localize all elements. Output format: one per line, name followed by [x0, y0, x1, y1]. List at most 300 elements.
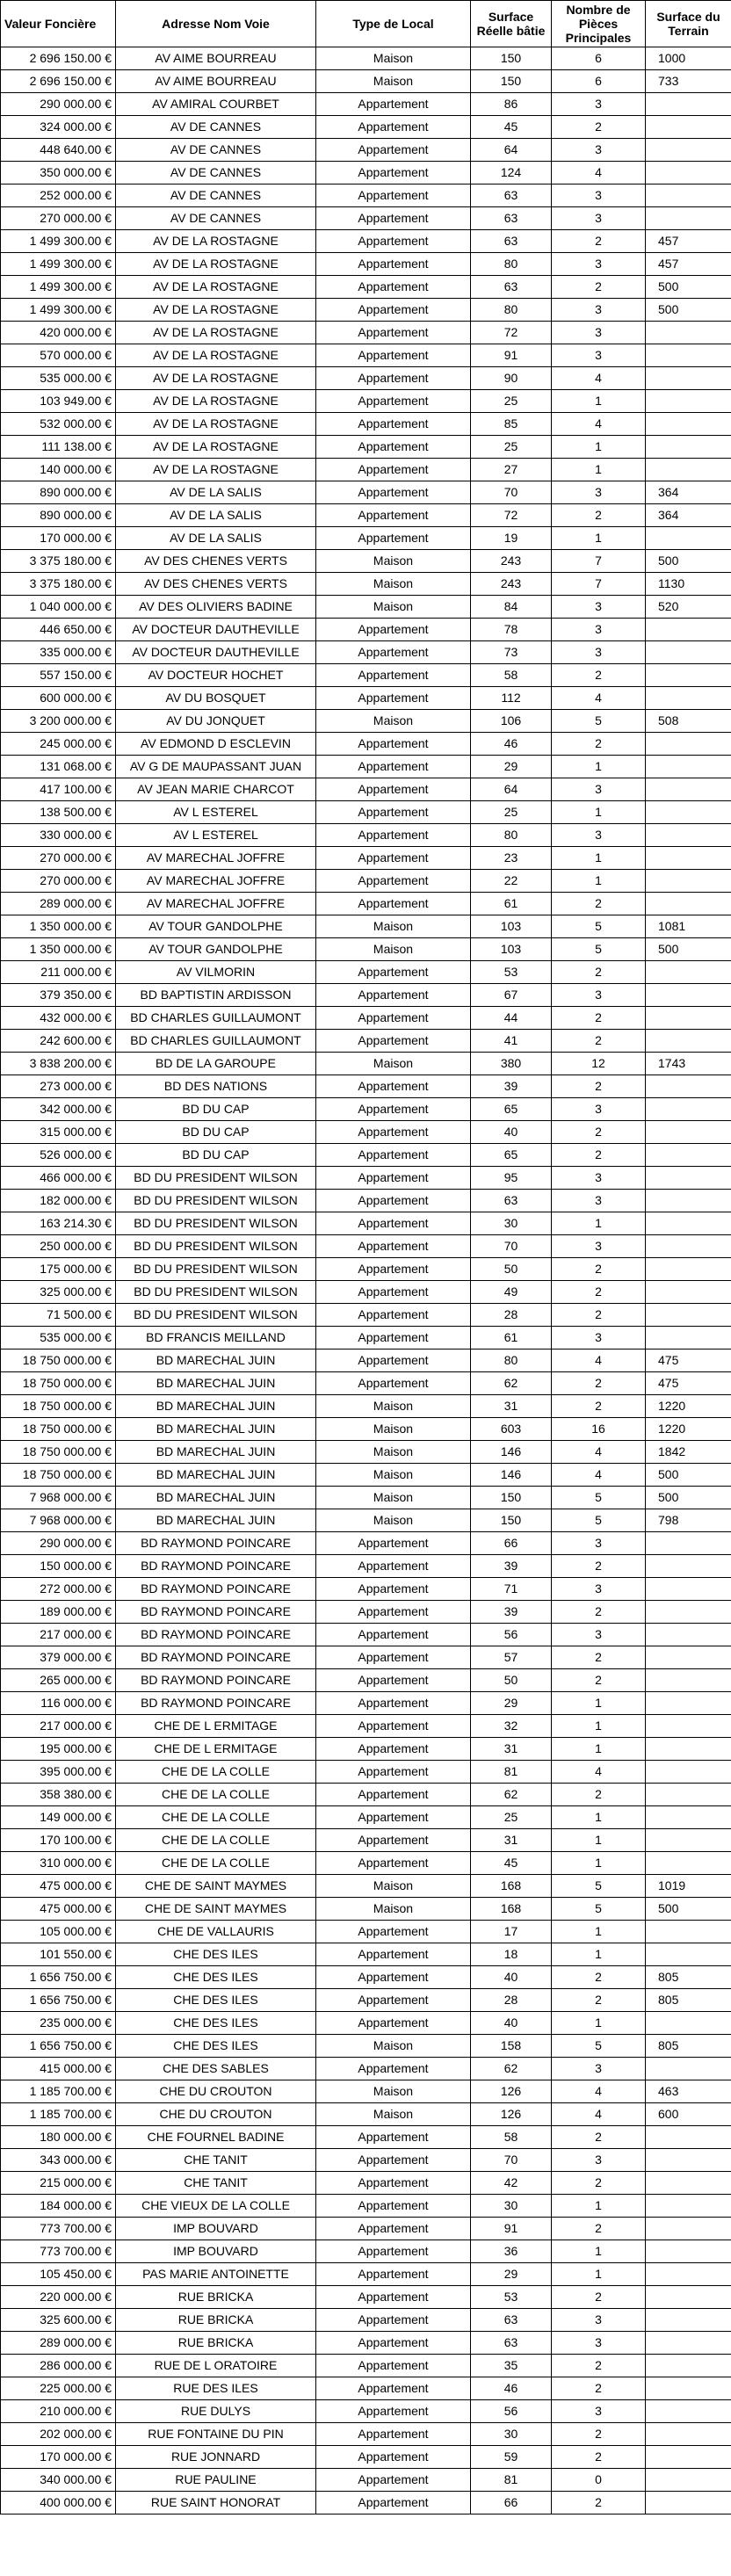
cell-type-local: Maison — [316, 1441, 471, 1464]
cell-adresse: BD FRANCIS MEILLAND — [116, 1327, 316, 1350]
cell-adresse: CHE DU CROUTON — [116, 2080, 316, 2103]
table-row — [1, 1464, 731, 1487]
cell-surface-batie: 146 — [471, 1441, 552, 1464]
cell-surface-terrain — [646, 2058, 731, 2080]
cell-surface-terrain — [646, 756, 731, 778]
cell-valeur-fonciere: 111 138.00 € — [1, 436, 116, 459]
cell-surface-batie: 63 — [471, 185, 552, 207]
table-row — [1, 2080, 731, 2103]
cell-valeur-fonciere: 170 000.00 € — [1, 527, 116, 550]
cell-adresse: BD RAYMOND POINCARE — [116, 1646, 316, 1669]
table-row — [1, 139, 731, 162]
cell-surface-terrain: 798 — [646, 1509, 731, 1532]
cell-type-local: Appartement — [316, 847, 471, 870]
cell-type-local: Maison — [316, 1509, 471, 1532]
cell-surface-batie: 50 — [471, 1258, 552, 1281]
cell-type-local: Maison — [316, 1053, 471, 1075]
table-row — [1, 801, 731, 824]
cell-adresse: BD DES NATIONS — [116, 1075, 316, 1098]
cell-valeur-fonciere: 1 656 750.00 € — [1, 1966, 116, 1989]
cell-adresse: AV DE CANNES — [116, 116, 316, 139]
cell-type-local: Appartement — [316, 230, 471, 253]
cell-surface-terrain: 364 — [646, 504, 731, 527]
table-row — [1, 1578, 731, 1601]
cell-adresse: CHE DE LA COLLE — [116, 1852, 316, 1875]
cell-type-local: Appartement — [316, 1715, 471, 1738]
cell-surface-terrain — [646, 1601, 731, 1624]
cell-type-local: Appartement — [316, 2240, 471, 2263]
cell-surface-terrain — [646, 185, 731, 207]
cell-adresse: AV DE LA SALIS — [116, 527, 316, 550]
cell-surface-terrain: 463 — [646, 2080, 731, 2103]
cell-valeur-fonciere: 3 838 200.00 € — [1, 1053, 116, 1075]
cell-valeur-fonciere: 324 000.00 € — [1, 116, 116, 139]
cell-surface-batie: 46 — [471, 2377, 552, 2400]
cell-valeur-fonciere: 535 000.00 € — [1, 367, 116, 390]
cell-surface-terrain — [646, 1806, 731, 1829]
table-row — [1, 893, 731, 915]
cell-valeur-fonciere: 235 000.00 € — [1, 2012, 116, 2035]
cell-adresse: RUE FONTAINE DU PIN — [116, 2423, 316, 2446]
table-row — [1, 1167, 731, 1190]
cell-adresse: CHE DES SABLES — [116, 2058, 316, 2080]
cell-type-local: Appartement — [316, 2492, 471, 2514]
cell-valeur-fonciere: 310 000.00 € — [1, 1852, 116, 1875]
table-row — [1, 619, 731, 641]
cell-nombre-pieces: 3 — [552, 253, 646, 276]
cell-valeur-fonciere: 890 000.00 € — [1, 481, 116, 504]
cell-nombre-pieces: 16 — [552, 1418, 646, 1441]
cell-nombre-pieces: 2 — [552, 1966, 646, 1989]
cell-type-local: Appartement — [316, 504, 471, 527]
cell-surface-terrain: 805 — [646, 1966, 731, 1989]
cell-surface-terrain — [646, 1167, 731, 1190]
cell-valeur-fonciere: 1 185 700.00 € — [1, 2103, 116, 2126]
cell-adresse: CHE DE LA COLLE — [116, 1806, 316, 1829]
table-row — [1, 299, 731, 322]
cell-surface-terrain — [646, 1121, 731, 1144]
cell-surface-batie: 27 — [471, 459, 552, 481]
cell-surface-batie: 62 — [471, 2058, 552, 2080]
cell-surface-batie: 59 — [471, 2446, 552, 2469]
table-row — [1, 1669, 731, 1692]
table-row — [1, 1989, 731, 2012]
cell-surface-batie: 65 — [471, 1144, 552, 1167]
cell-valeur-fonciere: 270 000.00 € — [1, 207, 116, 230]
cell-adresse: AV L ESTEREL — [116, 801, 316, 824]
cell-type-local: Appartement — [316, 1669, 471, 1692]
cell-nombre-pieces: 3 — [552, 1167, 646, 1190]
cell-nombre-pieces: 4 — [552, 2080, 646, 2103]
cell-type-local: Appartement — [316, 162, 471, 185]
cell-type-local: Appartement — [316, 139, 471, 162]
cell-surface-batie: 30 — [471, 1212, 552, 1235]
cell-surface-terrain — [646, 116, 731, 139]
cell-surface-terrain: 500 — [646, 1487, 731, 1509]
cell-valeur-fonciere: 140 000.00 € — [1, 459, 116, 481]
cell-adresse: AV DE LA ROSTAGNE — [116, 459, 316, 481]
cell-valeur-fonciere: 18 750 000.00 € — [1, 1441, 116, 1464]
cell-type-local: Appartement — [316, 1738, 471, 1761]
cell-surface-terrain: 1081 — [646, 915, 731, 938]
cell-adresse: RUE BRICKA — [116, 2309, 316, 2332]
cell-surface-terrain — [646, 2012, 731, 2035]
cell-adresse: BD DU CAP — [116, 1121, 316, 1144]
cell-valeur-fonciere: 215 000.00 € — [1, 2172, 116, 2195]
cell-surface-batie: 103 — [471, 938, 552, 961]
cell-valeur-fonciere: 475 000.00 € — [1, 1898, 116, 1921]
cell-surface-batie: 25 — [471, 390, 552, 413]
cell-type-local: Appartement — [316, 2195, 471, 2218]
cell-valeur-fonciere: 105 000.00 € — [1, 1921, 116, 1943]
cell-surface-terrain: 475 — [646, 1350, 731, 1372]
cell-type-local: Appartement — [316, 733, 471, 756]
cell-surface-batie: 63 — [471, 276, 552, 299]
cell-surface-terrain: 475 — [646, 1372, 731, 1395]
cell-surface-batie: 86 — [471, 93, 552, 116]
cell-valeur-fonciere: 773 700.00 € — [1, 2240, 116, 2263]
cell-nombre-pieces: 1 — [552, 1738, 646, 1761]
cell-surface-terrain — [646, 961, 731, 984]
cell-type-local: Appartement — [316, 2309, 471, 2332]
table-row — [1, 93, 731, 116]
cell-surface-batie: 150 — [471, 1487, 552, 1509]
cell-type-local: Appartement — [316, 2377, 471, 2400]
cell-surface-terrain — [646, 1761, 731, 1784]
cell-surface-batie: 49 — [471, 1281, 552, 1304]
cell-surface-batie: 36 — [471, 2240, 552, 2263]
table-row — [1, 413, 731, 436]
cell-surface-batie: 243 — [471, 573, 552, 596]
cell-nombre-pieces: 3 — [552, 641, 646, 664]
cell-type-local: Appartement — [316, 459, 471, 481]
cell-nombre-pieces: 2 — [552, 1075, 646, 1098]
cell-adresse: BD DU PRESIDENT WILSON — [116, 1235, 316, 1258]
cell-nombre-pieces: 2 — [552, 733, 646, 756]
cell-surface-batie: 39 — [471, 1075, 552, 1098]
table-row — [1, 2332, 731, 2355]
cell-valeur-fonciere: 343 000.00 € — [1, 2149, 116, 2172]
cell-surface-terrain — [646, 139, 731, 162]
cell-surface-batie: 29 — [471, 756, 552, 778]
cell-surface-batie: 80 — [471, 1350, 552, 1372]
cell-surface-terrain: 457 — [646, 230, 731, 253]
cell-type-local: Maison — [316, 938, 471, 961]
table-row — [1, 2469, 731, 2492]
cell-surface-batie: 70 — [471, 481, 552, 504]
cell-surface-batie: 72 — [471, 322, 552, 344]
table-row — [1, 573, 731, 596]
cell-adresse: BD MARECHAL JUIN — [116, 1487, 316, 1509]
cell-surface-terrain — [646, 1007, 731, 1030]
cell-valeur-fonciere: 217 000.00 € — [1, 1715, 116, 1738]
table-row — [1, 2263, 731, 2286]
cell-surface-terrain — [646, 1075, 731, 1098]
table-row — [1, 1350, 731, 1372]
cell-surface-batie: 103 — [471, 915, 552, 938]
cell-surface-batie: 168 — [471, 1898, 552, 1921]
cell-surface-batie: 150 — [471, 70, 552, 93]
cell-valeur-fonciere: 1 499 300.00 € — [1, 299, 116, 322]
cell-surface-terrain — [646, 2172, 731, 2195]
cell-surface-terrain — [646, 2492, 731, 2514]
cell-surface-batie: 62 — [471, 1784, 552, 1806]
cell-surface-batie: 18 — [471, 1943, 552, 1966]
cell-adresse: CHE FOURNEL BADINE — [116, 2126, 316, 2149]
cell-type-local: Appartement — [316, 756, 471, 778]
cell-surface-terrain — [646, 2469, 731, 2492]
cell-surface-terrain: 364 — [646, 481, 731, 504]
cell-nombre-pieces: 3 — [552, 344, 646, 367]
cell-type-local: Appartement — [316, 1761, 471, 1784]
cell-nombre-pieces: 1 — [552, 1943, 646, 1966]
cell-surface-terrain — [646, 1304, 731, 1327]
cell-surface-batie: 57 — [471, 1646, 552, 1669]
cell-surface-terrain: 500 — [646, 550, 731, 573]
cell-surface-terrain: 457 — [646, 253, 731, 276]
cell-adresse: BD CHARLES GUILLAUMONT — [116, 1030, 316, 1053]
cell-type-local: Appartement — [316, 1578, 471, 1601]
cell-nombre-pieces: 2 — [552, 2286, 646, 2309]
cell-surface-terrain: 500 — [646, 276, 731, 299]
cell-nombre-pieces: 2 — [552, 504, 646, 527]
cell-adresse: BD DE LA GAROUPE — [116, 1053, 316, 1075]
cell-type-local: Appartement — [316, 1989, 471, 2012]
cell-nombre-pieces: 0 — [552, 2469, 646, 2492]
cell-type-local: Appartement — [316, 2355, 471, 2377]
cell-valeur-fonciere: 18 750 000.00 € — [1, 1395, 116, 1418]
cell-adresse: BD DU PRESIDENT WILSON — [116, 1304, 316, 1327]
cell-adresse: RUE DULYS — [116, 2400, 316, 2423]
cell-surface-batie: 126 — [471, 2080, 552, 2103]
cell-surface-batie: 50 — [471, 1669, 552, 1692]
cell-type-local: Appartement — [316, 1784, 471, 1806]
cell-surface-batie: 603 — [471, 1418, 552, 1441]
table-row — [1, 1053, 731, 1075]
cell-surface-terrain — [646, 1646, 731, 1669]
cell-adresse: BD MARECHAL JUIN — [116, 1418, 316, 1441]
cell-type-local: Appartement — [316, 1167, 471, 1190]
table-row — [1, 322, 731, 344]
cell-valeur-fonciere: 195 000.00 € — [1, 1738, 116, 1761]
cell-nombre-pieces: 3 — [552, 2149, 646, 2172]
cell-type-local: Appartement — [316, 2332, 471, 2355]
cell-adresse: AV DE LA ROSTAGNE — [116, 299, 316, 322]
cell-valeur-fonciere: 1 185 700.00 € — [1, 2080, 116, 2103]
cell-nombre-pieces: 5 — [552, 938, 646, 961]
cell-adresse: AV DE LA ROSTAGNE — [116, 367, 316, 390]
cell-surface-terrain — [646, 1669, 731, 1692]
cell-adresse: BD DU PRESIDENT WILSON — [116, 1281, 316, 1304]
cell-adresse: RUE JONNARD — [116, 2446, 316, 2469]
cell-adresse: CHE DE SAINT MAYMES — [116, 1898, 316, 1921]
table-row — [1, 1487, 731, 1509]
cell-type-local: Appartement — [316, 1190, 471, 1212]
cell-surface-batie: 146 — [471, 1464, 552, 1487]
cell-valeur-fonciere: 890 000.00 € — [1, 504, 116, 527]
cell-adresse: CHE DE LA COLLE — [116, 1761, 316, 1784]
cell-nombre-pieces: 5 — [552, 1509, 646, 1532]
table-row — [1, 2446, 731, 2469]
cell-valeur-fonciere: 335 000.00 € — [1, 641, 116, 664]
table-row — [1, 504, 731, 527]
table-row — [1, 1966, 731, 1989]
cell-surface-batie: 29 — [471, 2263, 552, 2286]
cell-valeur-fonciere: 184 000.00 € — [1, 2195, 116, 2218]
cell-adresse: BD DU PRESIDENT WILSON — [116, 1258, 316, 1281]
cell-surface-terrain — [646, 870, 731, 893]
cell-surface-batie: 39 — [471, 1555, 552, 1578]
cell-type-local: Maison — [316, 2080, 471, 2103]
cell-nombre-pieces: 1 — [552, 436, 646, 459]
cell-valeur-fonciere: 273 000.00 € — [1, 1075, 116, 1098]
cell-adresse: AV MARECHAL JOFFRE — [116, 870, 316, 893]
cell-valeur-fonciere: 417 100.00 € — [1, 778, 116, 801]
table-row — [1, 2172, 731, 2195]
cell-nombre-pieces: 1 — [552, 1692, 646, 1715]
cell-adresse: AV AIME BOURREAU — [116, 47, 316, 70]
cell-adresse: CHE DES ILES — [116, 2012, 316, 2035]
cell-type-local: Appartement — [316, 2149, 471, 2172]
cell-valeur-fonciere: 330 000.00 € — [1, 824, 116, 847]
cell-valeur-fonciere: 225 000.00 € — [1, 2377, 116, 2400]
cell-valeur-fonciere: 163 214.30 € — [1, 1212, 116, 1235]
table-row — [1, 1509, 731, 1532]
table-row — [1, 550, 731, 573]
cell-valeur-fonciere: 202 000.00 € — [1, 2423, 116, 2446]
cell-surface-terrain: 1220 — [646, 1418, 731, 1441]
cell-adresse: BD RAYMOND POINCARE — [116, 1692, 316, 1715]
cell-valeur-fonciere: 18 750 000.00 € — [1, 1464, 116, 1487]
cell-type-local: Appartement — [316, 2218, 471, 2240]
cell-valeur-fonciere: 18 750 000.00 € — [1, 1418, 116, 1441]
cell-adresse: AV DE LA ROSTAGNE — [116, 344, 316, 367]
table-row — [1, 1418, 731, 1441]
cell-nombre-pieces: 3 — [552, 1624, 646, 1646]
cell-valeur-fonciere: 420 000.00 € — [1, 322, 116, 344]
cell-type-local: Maison — [316, 2103, 471, 2126]
cell-surface-batie: 29 — [471, 1692, 552, 1715]
cell-valeur-fonciere: 18 750 000.00 € — [1, 1350, 116, 1372]
cell-valeur-fonciere: 170 100.00 € — [1, 1829, 116, 1852]
cell-surface-batie: 90 — [471, 367, 552, 390]
cell-type-local: Appartement — [316, 1281, 471, 1304]
table-row — [1, 390, 731, 413]
cell-type-local: Appartement — [316, 1966, 471, 1989]
table-row — [1, 276, 731, 299]
cell-surface-batie: 106 — [471, 710, 552, 733]
table-row — [1, 2492, 731, 2514]
cell-nombre-pieces: 1 — [552, 1806, 646, 1829]
cell-type-local: Appartement — [316, 1829, 471, 1852]
cell-valeur-fonciere: 116 000.00 € — [1, 1692, 116, 1715]
cell-nombre-pieces: 5 — [552, 1898, 646, 1921]
table-row — [1, 1898, 731, 1921]
cell-valeur-fonciere: 289 000.00 € — [1, 2332, 116, 2355]
header-surface-du-terrain: Surface du Terrain — [646, 1, 731, 47]
cell-surface-terrain — [646, 2240, 731, 2263]
cell-surface-batie: 46 — [471, 733, 552, 756]
cell-valeur-fonciere: 131 068.00 € — [1, 756, 116, 778]
table-row — [1, 641, 731, 664]
header-nombre-de-pieces: Nombre de Pièces Principales — [552, 1, 646, 47]
cell-valeur-fonciere: 149 000.00 € — [1, 1806, 116, 1829]
cell-nombre-pieces: 2 — [552, 2377, 646, 2400]
cell-valeur-fonciere: 175 000.00 € — [1, 1258, 116, 1281]
table-row — [1, 1212, 731, 1235]
cell-surface-batie: 380 — [471, 1053, 552, 1075]
cell-valeur-fonciere: 570 000.00 € — [1, 344, 116, 367]
cell-surface-terrain — [646, 1852, 731, 1875]
cell-nombre-pieces: 6 — [552, 47, 646, 70]
cell-adresse: AV DE CANNES — [116, 207, 316, 230]
cell-nombre-pieces: 1 — [552, 2240, 646, 2263]
cell-nombre-pieces: 1 — [552, 2263, 646, 2286]
cell-surface-batie: 64 — [471, 778, 552, 801]
table-row — [1, 527, 731, 550]
cell-type-local: Appartement — [316, 664, 471, 687]
cell-type-local: Appartement — [316, 185, 471, 207]
cell-adresse: AV DE LA ROSTAGNE — [116, 390, 316, 413]
cell-valeur-fonciere: 180 000.00 € — [1, 2126, 116, 2149]
cell-adresse: AV DE LA SALIS — [116, 504, 316, 527]
table-row — [1, 1601, 731, 1624]
cell-surface-terrain — [646, 1784, 731, 1806]
cell-adresse: BD MARECHAL JUIN — [116, 1464, 316, 1487]
cell-surface-batie: 53 — [471, 961, 552, 984]
table-row — [1, 230, 731, 253]
cell-nombre-pieces: 3 — [552, 596, 646, 619]
table-row — [1, 1372, 731, 1395]
header-valeur-fonciere: Valeur Foncière — [1, 1, 116, 47]
cell-nombre-pieces: 3 — [552, 2309, 646, 2332]
cell-surface-terrain: 1019 — [646, 1875, 731, 1898]
cell-surface-terrain: 1743 — [646, 1053, 731, 1075]
cell-surface-batie: 22 — [471, 870, 552, 893]
cell-surface-terrain — [646, 733, 731, 756]
cell-nombre-pieces: 2 — [552, 1372, 646, 1395]
cell-nombre-pieces: 2 — [552, 1121, 646, 1144]
cell-nombre-pieces: 1 — [552, 1715, 646, 1738]
cell-nombre-pieces: 5 — [552, 1487, 646, 1509]
cell-surface-batie: 81 — [471, 2469, 552, 2492]
cell-type-local: Maison — [316, 1418, 471, 1441]
table-row — [1, 2103, 731, 2126]
cell-surface-terrain: 508 — [646, 710, 731, 733]
cell-type-local: Appartement — [316, 527, 471, 550]
cell-type-local: Appartement — [316, 116, 471, 139]
cell-surface-batie: 25 — [471, 801, 552, 824]
cell-nombre-pieces: 1 — [552, 2195, 646, 2218]
cell-surface-batie: 30 — [471, 2423, 552, 2446]
cell-adresse: AV DOCTEUR DAUTHEVILLE — [116, 619, 316, 641]
cell-nombre-pieces: 2 — [552, 893, 646, 915]
cell-nombre-pieces: 4 — [552, 367, 646, 390]
table-row — [1, 367, 731, 390]
table-row — [1, 2035, 731, 2058]
cell-type-local: Appartement — [316, 1555, 471, 1578]
cell-valeur-fonciere: 3 200 000.00 € — [1, 710, 116, 733]
cell-valeur-fonciere: 7 968 000.00 € — [1, 1487, 116, 1509]
cell-nombre-pieces: 2 — [552, 1030, 646, 1053]
cell-nombre-pieces: 2 — [552, 1555, 646, 1578]
cell-type-local: Maison — [316, 1395, 471, 1418]
cell-surface-batie: 56 — [471, 2400, 552, 2423]
cell-valeur-fonciere: 325 600.00 € — [1, 2309, 116, 2332]
table-row — [1, 1761, 731, 1784]
cell-surface-terrain — [646, 641, 731, 664]
cell-surface-batie: 30 — [471, 2195, 552, 2218]
